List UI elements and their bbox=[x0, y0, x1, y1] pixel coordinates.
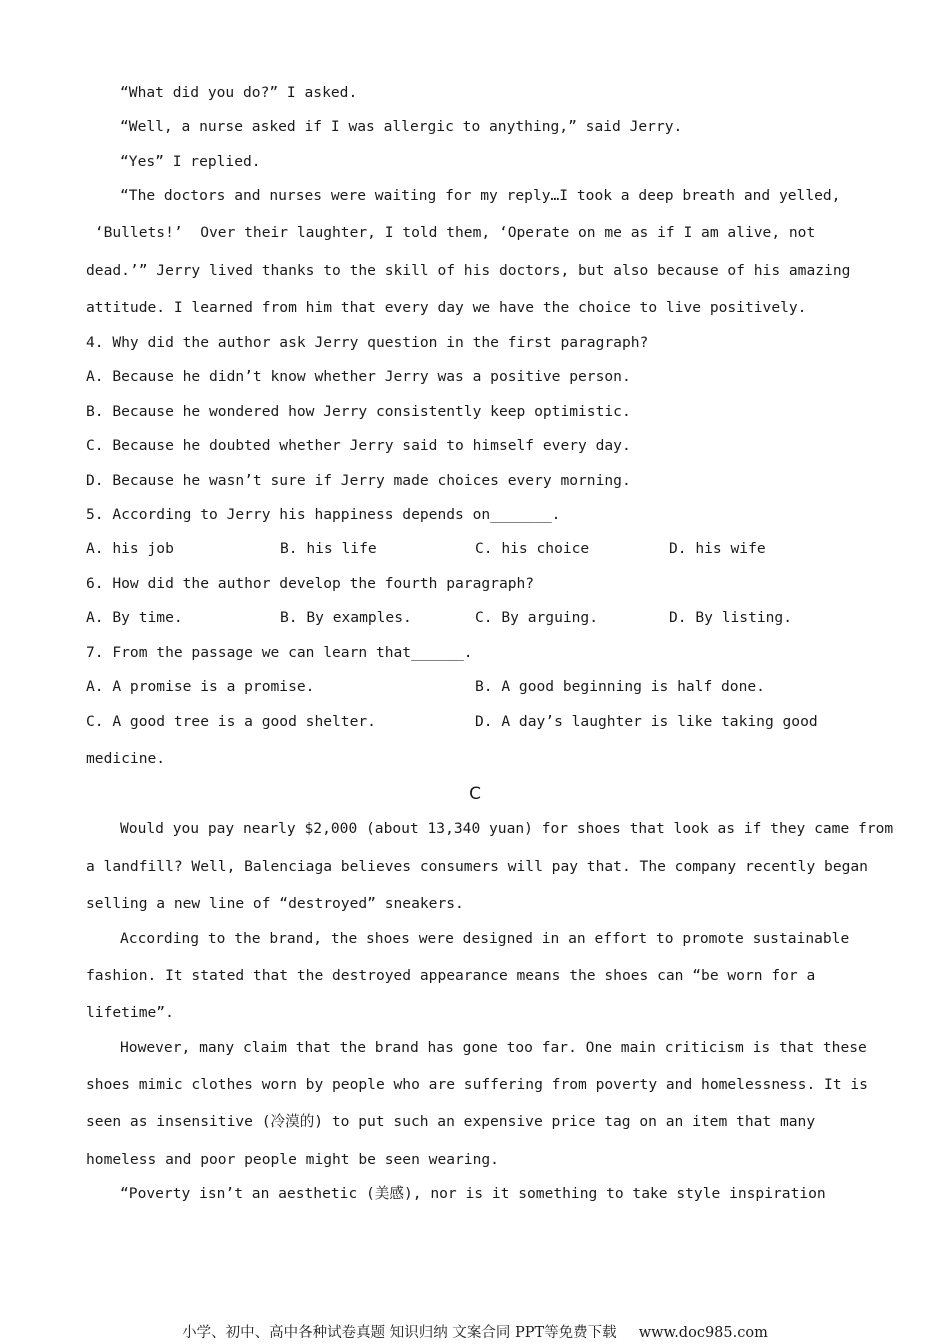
paragraph-line: shoes mimic clothes worn by people who are suffering from poverty and homelessness. It is bbox=[86, 1076, 868, 1093]
options-row-5 bbox=[86, 539, 866, 559]
paragraph-line: dead.’” Jerry lived thanks to the skill of his doctors, but also because of his amazing bbox=[86, 262, 851, 279]
question-stem-5: 5. According to Jerry his happiness depends on_______. bbox=[86, 506, 561, 523]
paragraph-line: homeless and poor people might be seen wearing. bbox=[86, 1151, 499, 1168]
option-4d: D. Because he wasn’t sure if Jerry made choices every morning. bbox=[86, 472, 631, 489]
option-5b: B. his life bbox=[280, 540, 377, 557]
paragraph-line: selling a new line of “destroyed” sneakers. bbox=[86, 895, 464, 912]
section-heading: C bbox=[469, 784, 481, 804]
paragraph-line: “What did you do?” I asked. bbox=[120, 84, 358, 101]
paragraph-line: seen as insensitive (冷漠的) to put such an expensive price tag on an item that many bbox=[86, 1113, 816, 1130]
paragraph-line: “Poverty isn’t an aesthetic (美感), nor is it something to take style inspiration bbox=[120, 1185, 826, 1202]
question-stem-4: 4. Why did the author ask Jerry question in the first paragraph? bbox=[86, 334, 649, 351]
page-footer bbox=[0, 1323, 950, 1343]
option-5c: C. his choice bbox=[475, 540, 590, 557]
option-6d: D. By listing. bbox=[669, 609, 793, 626]
paragraph-line: “Yes” I replied. bbox=[120, 153, 261, 170]
option-6b: B. By examples. bbox=[280, 609, 412, 626]
paragraph-line: According to the brand, the shoes were designed in an effort to promote sustainable bbox=[120, 930, 850, 947]
paragraph-line: Would you pay nearly $2,000 (about 13,340 yuan) for shoes that look as if they came from bbox=[120, 820, 894, 837]
option-5d: D. his wife bbox=[669, 540, 766, 557]
options-row-7a bbox=[86, 677, 866, 697]
footer-url[interactable]: www.doc985.com bbox=[638, 1325, 768, 1341]
option-7c: C. A good tree is a good shelter. bbox=[86, 713, 376, 730]
option-4a: A. Because he didn’t know whether Jerry was a positive person. bbox=[86, 368, 631, 385]
options-row-7b bbox=[86, 712, 866, 732]
option-7b: B. A good beginning is half done. bbox=[475, 678, 765, 695]
options-row-6 bbox=[86, 608, 866, 628]
paragraph-line: lifetime”. bbox=[86, 1004, 174, 1021]
option-6c: C. By arguing. bbox=[475, 609, 599, 626]
option-4b: B. Because he wondered how Jerry consistently keep optimistic. bbox=[86, 403, 631, 420]
paragraph-line: “The doctors and nurses were waiting for my reply…I took a deep breath and yelled, bbox=[120, 187, 841, 204]
paragraph-line: fashion. It stated that the destroyed appearance means the shoes can “be worn for a bbox=[86, 967, 816, 984]
footer-text: 小学、初中、高中各种试卷真题 知识归纳 文案合同 PPT等免费下载 bbox=[182, 1325, 617, 1341]
paragraph-line: “Well, a nurse asked if I was allergic to anything,” said Jerry. bbox=[120, 118, 683, 135]
question-stem-6: 6. How did the author develop the fourth paragraph? bbox=[86, 575, 535, 592]
paragraph-line: However, many claim that the brand has gone too far. One main criticism is that these bbox=[120, 1039, 867, 1056]
option-7d-continuation: medicine. bbox=[86, 750, 166, 767]
paragraph-line: ‘Bullets!’ Over their laughter, I told them, ‘Operate on me as if I am alive, not bbox=[86, 224, 816, 241]
option-4c: C. Because he doubted whether Jerry said to himself every day. bbox=[86, 437, 631, 454]
option-6a: A. By time. bbox=[86, 609, 183, 626]
paragraph-line: a landfill? Well, Balenciaga believes consumers will pay that. The company recently began bbox=[86, 858, 868, 875]
option-5a: A. his job bbox=[86, 540, 174, 557]
question-stem-7: 7. From the passage we can learn that______. bbox=[86, 644, 473, 661]
option-7a: A. A promise is a promise. bbox=[86, 678, 315, 695]
paragraph-line: attitude. I learned from him that every day we have the choice to live positively. bbox=[86, 299, 807, 316]
option-7d: D. A day’s laughter is like taking good bbox=[475, 713, 818, 730]
